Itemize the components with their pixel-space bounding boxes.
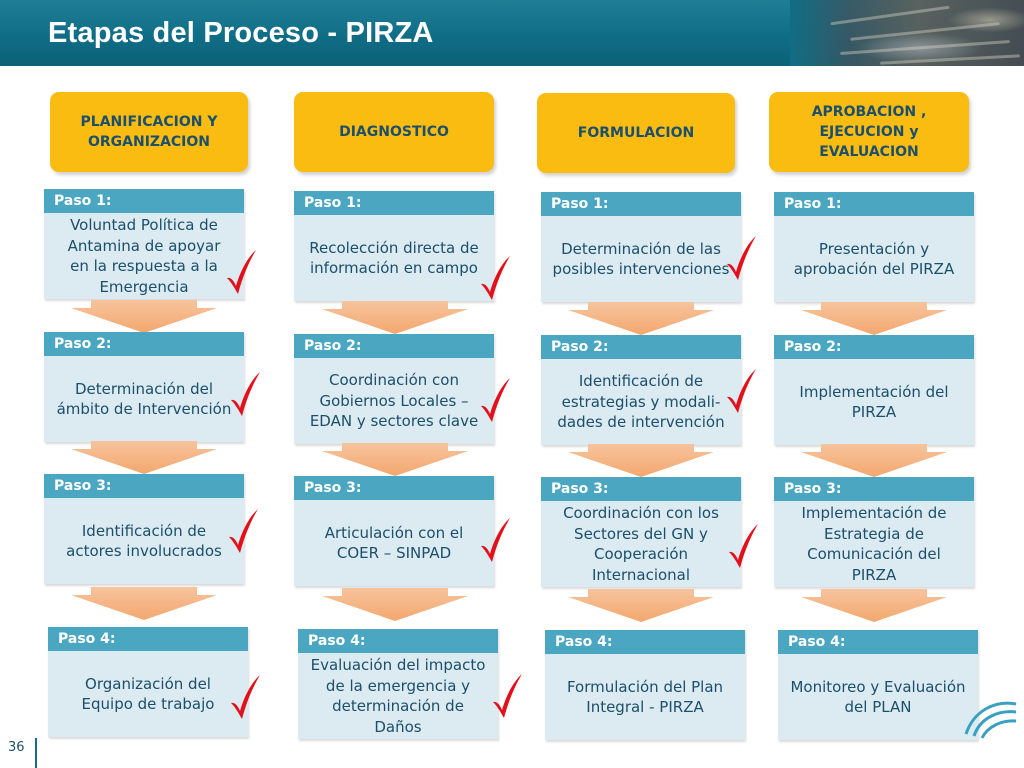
step-text: Identificación de estrategias y modali- dades de intervención [557,372,725,432]
step-label: Paso 1: [294,191,494,215]
step-card [774,477,974,587]
checkmark-icon [724,367,758,415]
down-arrow [799,444,949,478]
down-arrow [799,589,949,623]
step-label: Paso 2: [294,334,494,358]
checkmark-icon [478,376,512,424]
step-label: Paso 2: [774,335,974,359]
step-text: Articulación con el COER – SINPAD [324,523,464,562]
step-card [541,335,741,445]
step-text: Evaluación del impacto de la emergencia y determinación de Daños [310,656,486,736]
checkmark-icon [228,673,262,721]
phase-planificacion: PLANIFICACION Y ORGANIZACION [50,92,248,172]
step-card [44,332,244,442]
step-card [44,189,244,299]
step-label: Paso 1: [774,192,974,216]
checkmark-icon [226,507,260,555]
down-arrow [320,301,470,335]
step-card [294,191,494,301]
step-text: Recolección directa de información en campo [309,238,479,277]
page-title: Etapas del Proceso - PIRZA [48,17,434,49]
down-arrow [799,302,949,336]
step-label: Paso 3: [44,474,244,498]
step-label: Paso 4: [298,629,498,653]
step-card [294,334,494,444]
step-text: Monitoreo y Evaluación del PLAN [790,677,966,716]
checkmark-icon [478,516,512,564]
step-label: Paso 4: [48,627,248,651]
step-card [48,627,248,737]
page-number: 36 [8,740,25,755]
down-arrow [566,589,716,623]
step-text: Coordinación con Gobiernos Locales – EDAN y sectores clave [309,371,479,431]
logo-icon [960,690,1020,740]
title-bar [0,0,1024,66]
phase-aprobacion: APROBACION , EJECUCION y EVALUACION [769,92,969,172]
phase-diagnostico: DIAGNOSTICO [294,92,494,172]
down-arrow [566,302,716,336]
header-photo [790,0,1024,66]
step-text: Voluntad Política de Antamina de apoyar en la respuesta a la Emergencia [67,216,221,296]
checkmark-icon [224,248,258,296]
step-text: Determinación del ámbito de Intervención [56,379,232,418]
step-card [774,335,974,445]
step-label: Paso 1: [541,192,741,216]
step-label: Paso 4: [778,630,978,654]
step-label: Paso 2: [44,332,244,356]
step-label: Paso 3: [294,476,494,500]
checkmark-icon [724,234,758,282]
step-label: Paso 1: [44,189,244,213]
checkmark-icon [490,672,524,720]
checkmark-icon [478,254,512,302]
down-arrow [69,441,219,475]
down-arrow [69,587,219,621]
step-card [778,630,978,740]
checkmark-icon [726,522,760,570]
down-arrow [566,444,716,478]
step-text: Formulación del Plan Integral - PIRZA [566,677,724,716]
down-arrow [320,588,470,622]
step-card [298,629,498,739]
step-label: Paso 3: [774,477,974,501]
phase-formulacion: FORMULACION [537,93,735,173]
step-label: Paso 2: [541,335,741,359]
footer-divider [35,738,37,768]
step-card [541,192,741,302]
step-text: Organización del Equipo de trabajo [81,674,215,713]
step-label: Paso 3: [541,477,741,501]
step-label: Paso 4: [545,630,745,654]
step-card [545,630,745,740]
step-card [774,192,974,302]
step-text: Implementación del PIRZA [799,382,949,421]
step-card [541,477,741,587]
down-arrow [69,300,219,334]
step-text: Presentación y aprobación del PIRZA [793,239,955,278]
step-card [44,474,244,584]
step-card [294,476,494,586]
step-text: Implementación de Estrategia de Comunicación del PIRZA [801,504,947,584]
step-text: Determinación de las posibles intervenciones [552,239,730,278]
checkmark-icon [228,370,262,418]
step-text: Identificación de actores involucrados [66,521,222,560]
step-text: Coordinación con los Sectores del GN y Cooperación Internacional [563,504,719,584]
down-arrow [320,443,470,477]
